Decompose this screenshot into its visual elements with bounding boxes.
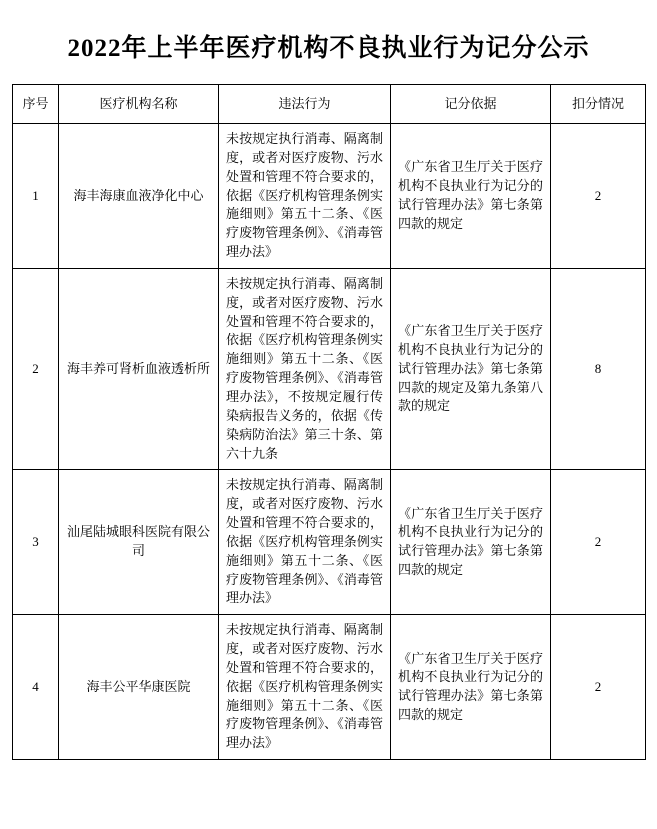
table-row bbox=[13, 268, 646, 469]
cell-organization: 海丰海康血液净化中心 bbox=[59, 124, 219, 269]
cell-basis: 《广东省卫生厅关于医疗机构不良执业行为记分的试行管理办法》第七条第四款的规定 bbox=[391, 124, 551, 269]
column-header-basis: 记分依据 bbox=[391, 85, 551, 124]
cell-basis: 《广东省卫生厅关于医疗机构不良执业行为记分的试行管理办法》第七条第四款的规定及第九条第八款的规定 bbox=[391, 268, 551, 469]
cell-organization: 汕尾陆城眼科医院有限公司 bbox=[59, 470, 219, 615]
table-row bbox=[13, 470, 646, 615]
cell-organization: 海丰公平华康医院 bbox=[59, 615, 219, 760]
column-header-violation: 违法行为 bbox=[219, 85, 391, 124]
column-header-points: 扣分情况 bbox=[551, 85, 646, 124]
page-title: 2022年上半年医疗机构不良执业行为记分公示 bbox=[67, 35, 590, 62]
cell-basis: 《广东省卫生厅关于医疗机构不良执业行为记分的试行管理办法》第七条第四款的规定 bbox=[391, 470, 551, 615]
column-header-organization: 医疗机构名称 bbox=[59, 85, 219, 124]
cell-violation: 未按规定执行消毒、隔离制度，或者对医疗废物、污水处置和管理不符合要求的，依据《医疗机构管理条例实施细则》第五十二条、《医疗废物管理条例》、《消毒管理办法》 bbox=[219, 615, 391, 760]
table-body bbox=[13, 124, 646, 760]
table-header bbox=[13, 85, 646, 124]
table-row bbox=[13, 124, 646, 269]
cell-index: 4 bbox=[13, 615, 59, 760]
column-header-index: 序号 bbox=[13, 85, 59, 124]
cell-violation: 未按规定执行消毒、隔离制度，或者对医疗废物、污水处置和管理不符合要求的，依据《医疗机构管理条例实施细则》第五十二条、《医疗废物管理条例》、《消毒管理办法》 bbox=[219, 124, 391, 269]
table-header-row bbox=[13, 85, 646, 124]
cell-points: 8 bbox=[551, 268, 646, 469]
cell-points: 2 bbox=[551, 615, 646, 760]
table-row bbox=[13, 615, 646, 760]
cell-index: 3 bbox=[13, 470, 59, 615]
records-table bbox=[12, 84, 646, 760]
cell-points: 2 bbox=[551, 124, 646, 269]
cell-violation: 未按规定执行消毒、隔离制度，或者对医疗废物、污水处置和管理不符合要求的，依据《医疗机构管理条例实施细则》第五十二条、《医疗废物管理条例》、《消毒管理办法》，不按规定履行传染病报告义务的，依据《传染病防治法》第三十条、第六十九条 bbox=[219, 268, 391, 469]
cell-organization: 海丰养可肾析血液透析所 bbox=[59, 268, 219, 469]
cell-points: 2 bbox=[551, 470, 646, 615]
cell-violation: 未按规定执行消毒、隔离制度，或者对医疗废物、污水处置和管理不符合要求的，依据《医疗机构管理条例实施细则》第五十二条、《医疗废物管理条例》、《消毒管理办法》 bbox=[219, 470, 391, 615]
cell-index: 2 bbox=[13, 268, 59, 469]
cell-basis: 《广东省卫生厅关于医疗机构不良执业行为记分的试行管理办法》第七条第四款的规定 bbox=[391, 615, 551, 760]
cell-index: 1 bbox=[13, 124, 59, 269]
